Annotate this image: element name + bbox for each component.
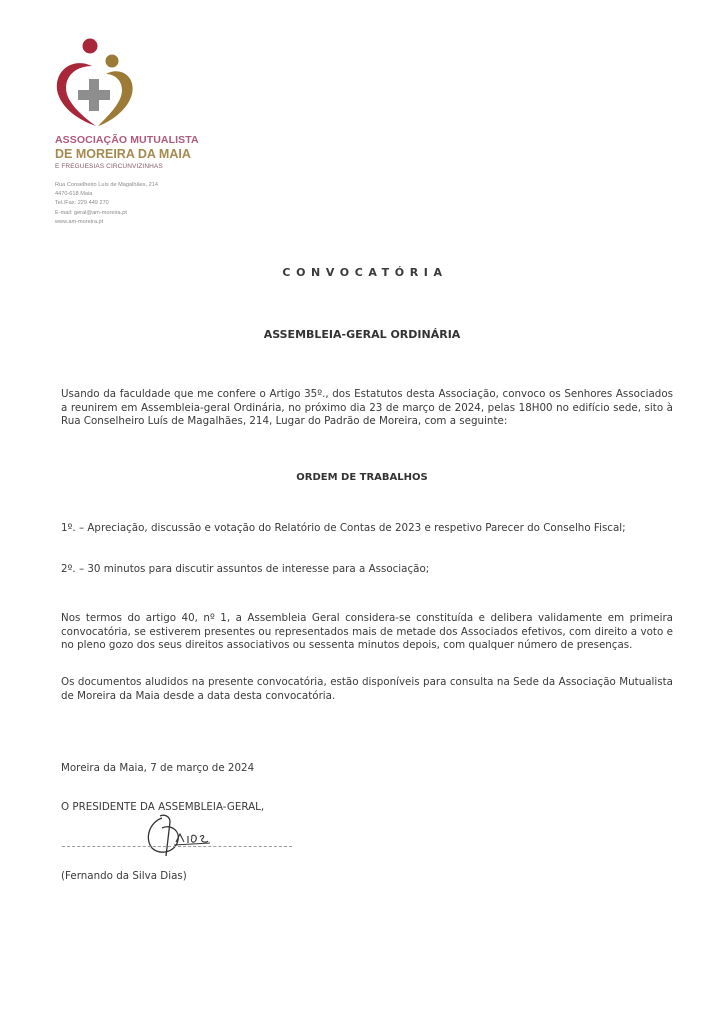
agenda-heading: ORDEM DE TRABALHOS — [296, 472, 428, 483]
signatory-title: O PRESIDENTE DA ASSEMBLEIA-GERAL, — [61, 801, 265, 813]
address: Rua Conselheiro Luís de Magalhães, 214 — [55, 182, 158, 188]
org-name-line2: DE MOREIRA DA MAIA — [55, 147, 191, 161]
handwritten-signature — [140, 812, 230, 862]
place-date: Moreira da Maia, 7 de março de 2024 — [61, 762, 255, 774]
website: www.am-moreira.pt — [55, 218, 104, 225]
document-subtitle: ASSEMBLEIA-GERAL ORDINÁRIA — [263, 328, 461, 341]
signature-line — [62, 846, 292, 847]
contact-block — [55, 181, 158, 227]
postal-code: 4470-618 Maia — [55, 191, 93, 198]
email: E-mail: geral@am-moreira.pt — [55, 209, 127, 216]
document-title: CONVOCATÓRIA — [282, 266, 448, 279]
agenda-item: 2º. – 30 minutos para discutir assuntos de interesse para a Associação; — [61, 563, 430, 575]
org-name-line3: E FREGUESIAS CIRCUNVIZINHAS — [55, 163, 163, 170]
quorum-paragraph: Nos termos do artigo 40, nº 1, a Assembleia Geral considera-se constituída e delibera validamente em primeira convocatória, se estiverem presentes ou representados mais de metade dos Associados efetivos, com direito a voto e no pleno gozo dos seus direitos associativos ou sessenta minutos depois, com qualquer número de presenças. — [61, 612, 673, 652]
intro-paragraph: Usando da faculdade que me confere o Artigo 35º., dos Estatutos desta Associação, convoco os Senhores Associados a reunirem em Assembleia-geral Ordinária, no próximo dia 23 de março de 2024, pelas 18H00 no edifício sede, sito à Rua Conselheiro Luís de Magalhães, 214, Lugar do Padrão de Moreira, com a seguinte: — [61, 388, 673, 428]
heart-cross-logo-icon — [52, 36, 142, 128]
documents-note: Os documentos aludidos na presente convocatória, estão disponíveis para consulta na Sede da Associação Mutualista de Moreira da Maia desde a data desta convocatória. — [61, 676, 673, 702]
agenda-item: 1º. – Apreciação, discussão e votação do Relatório de Contas de 2023 e respetivo Parecer do Conselho Fiscal; — [61, 522, 626, 534]
signatory-name: (Fernando da Silva Dias) — [61, 870, 187, 882]
phone: Tel./Fax: 229 449 270 — [55, 200, 109, 207]
org-name-line1: ASSOCIAÇÃO MUTUALISTA — [55, 134, 199, 146]
